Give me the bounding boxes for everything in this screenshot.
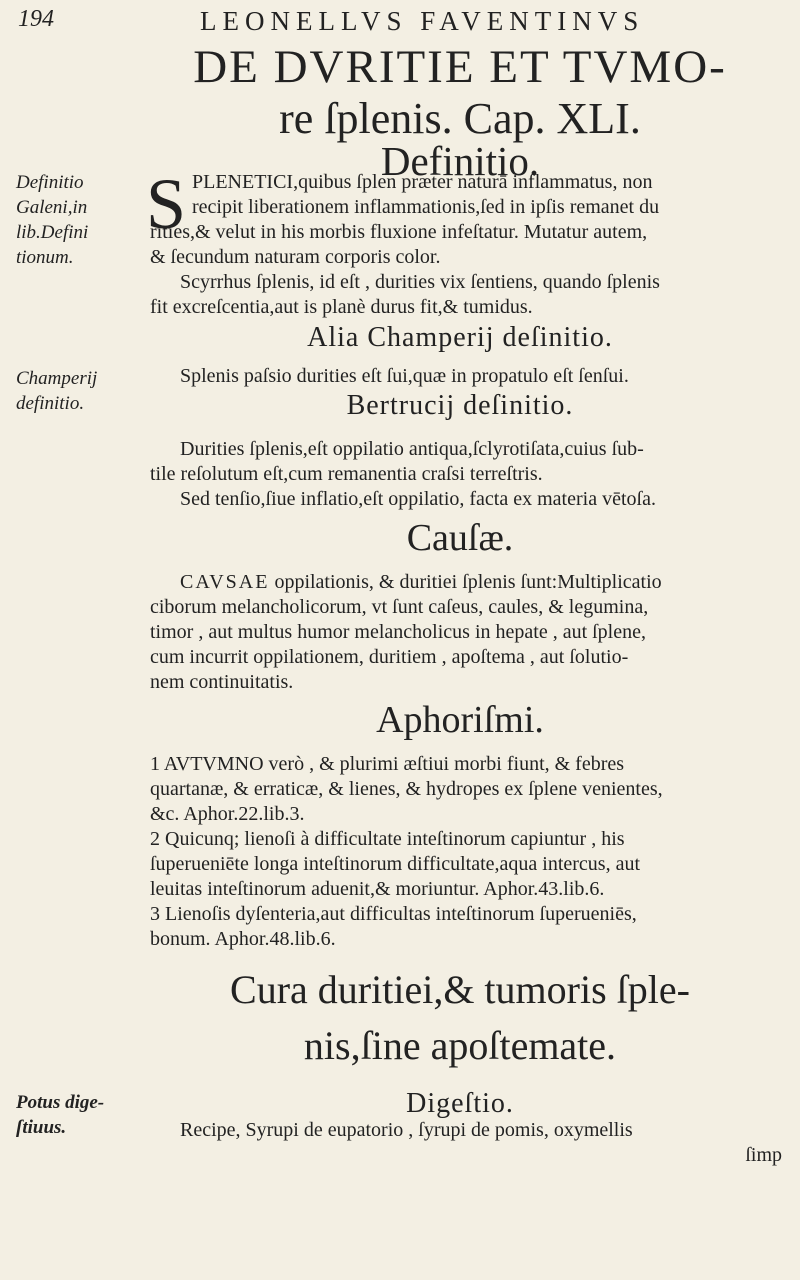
catchword: ſimp — [745, 1144, 782, 1166]
definition-line-2: recipit liberationem inflammationis,ſed in ipſis remanet du — [192, 196, 660, 218]
margin-note-tionum: tionum. — [16, 247, 74, 268]
digestio-heading: Digeſtio. — [406, 1088, 514, 1119]
aphorism-line-5: ſuperueniēte longa inteſtinorum difficultate,aqua intercus, aut — [150, 853, 641, 875]
definition-line-4: & ſecundum naturam corporis color. — [150, 246, 441, 268]
aphorism-line-2: quartanæ, & erraticæ, & lienes, & hydropes ex ſplene venientes, — [150, 778, 663, 800]
causae-heading: Cauſæ. — [406, 517, 514, 559]
margin-note-lib: lib.Defini — [16, 222, 89, 243]
drop-cap: S — [146, 164, 187, 244]
running-head: LEONELLVS FAVENTINVS — [200, 6, 645, 36]
margin-note-stiuus: ſtiuus. — [16, 1117, 67, 1138]
causae-line-2: ciborum melancholicorum, vt ſunt caſeus, caules, & legumina, — [150, 596, 649, 618]
causae-line-1 — [150, 570, 800, 596]
definition-line-3: rities,& velut in his morbis fluxione infeſtatur. Mutatur autem, — [150, 221, 648, 243]
margin-note-definitio: Definitio — [16, 172, 84, 193]
aphorismi-heading: Aphoriſmi. — [376, 699, 544, 741]
definition-line-1: PLENETICI,quibus ſplen præter naturā inflammatus, non — [192, 171, 653, 193]
margin-note-champerij-definitio: definitio. — [16, 393, 85, 414]
champerius-heading: Alia Champerij deſinitio. — [307, 322, 613, 353]
margin-note-potus: Potus dige- — [16, 1092, 105, 1113]
recipe-line-1: Recipe, Syrupi de eupatorio , ſyrupi de pomis, oxymellis — [180, 1119, 633, 1141]
bertrucius-line-1: Durities ſplenis,eſt oppilatio antiqua,ſclyrotiſata,cuius ſub- — [180, 438, 644, 460]
bertrucius-line-2: tile reſolutum eſt,cum remanentia craſsi terreſtris. — [150, 463, 543, 485]
bertrucius-heading: Bertrucij deſinitio. — [346, 390, 574, 421]
page-header — [18, 6, 780, 36]
chapter-title-line2: re ſplenis. Cap. XLI. — [279, 94, 641, 143]
margin-note-galeni: Galeni,in — [16, 197, 88, 218]
bertrucius-line-3: Sed tenſio,ſiue inflatio,eſt oppilatio, facta ex materia vētoſa. — [180, 488, 656, 510]
causae-line-1-text: oppilationis, & duritiei ſplenis ſunt:Multiplicatio — [269, 571, 662, 593]
cura-heading-line1: Cura duritiei,& tumoris ſple- — [230, 967, 690, 1012]
aphorism-line-6: leuitas inteſtinorum aduenit,& moriuntur. Aphor.43.lib.6. — [150, 878, 605, 900]
champerius-line-1: Splenis paſsio durities eſt ſui,quæ in propatulo eſt ſenſui. — [180, 365, 629, 387]
aphorism-line-3: &c. Aphor.22.lib.3. — [150, 803, 305, 825]
definition-line-5: Scyrrhus ſplenis, id eſt , durities vix ſentiens, quando ſplenis — [180, 271, 660, 293]
aphorism-line-8: bonum. Aphor.48.lib.6. — [150, 928, 336, 950]
definition-line-6: fit excreſcentia,aut is planè durus fit,& tumidus. — [150, 296, 533, 318]
page-number: 194 — [18, 6, 54, 32]
causae-lead: CAVSAE — [180, 571, 270, 593]
definitio-heading: Definitio. — [380, 138, 540, 184]
causae-line-3: timor , aut multus humor melancholicus in hepate , aut ſplene, — [150, 621, 646, 643]
cura-heading-line2: nis,ſine apoſtemate. — [303, 1023, 617, 1068]
aphorism-line-7: 3 Lienoſis dyſenteria,aut difficultas inteſtinorum ſuperueniēs, — [150, 903, 637, 925]
margin-note-champerij: Champerij — [16, 368, 98, 389]
causae-line-5: nem continuitatis. — [150, 671, 294, 693]
aphorism-line-1: 1 AVTVMNO verò , & plurimi æſtiui morbi fiunt, & febres — [150, 753, 625, 775]
chapter-title-line1: DE DVRITIE ET TVMO- — [193, 41, 727, 93]
causae-line-4: cum incurrit oppilationem, duritiem , apoſtema , aut ſolutio- — [150, 646, 629, 668]
aphorism-line-4: 2 Quicunq; lienoſi à difficultate inteſtinorum capiuntur , his — [150, 828, 625, 850]
